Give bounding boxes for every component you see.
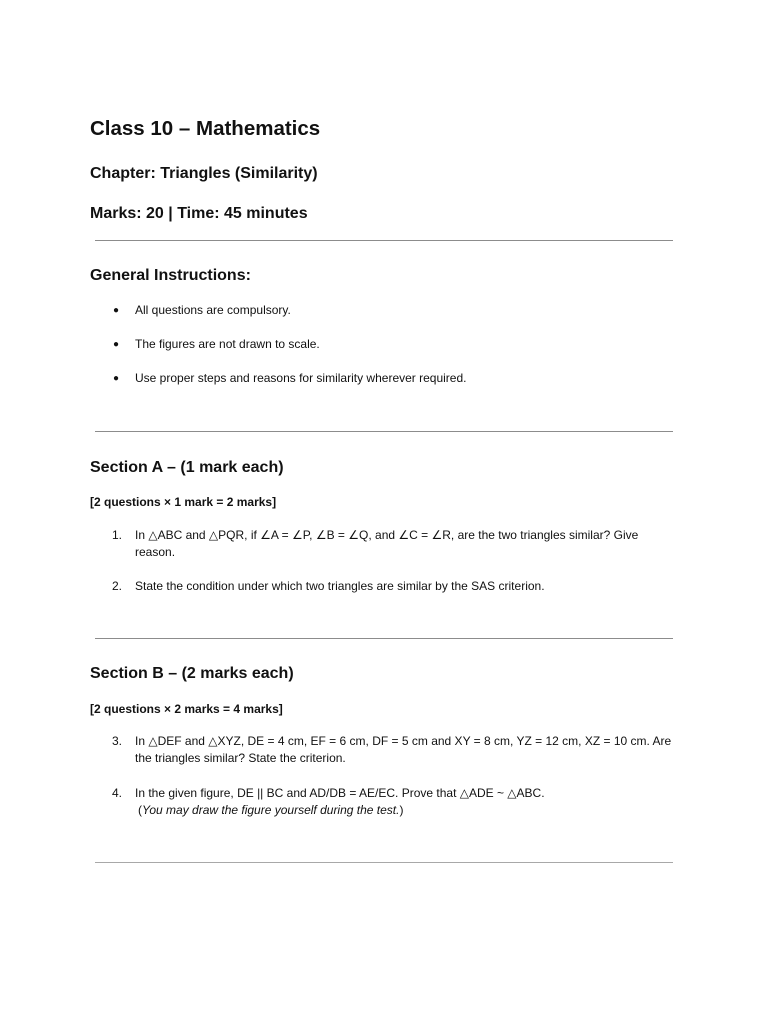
instruction-item [112,336,677,353]
question-item [112,527,677,561]
question-main-text: In the given figure, DE || BC and AD/DB = AE/EC. Prove that △ADE ~ △ABC. [135,786,545,800]
divider-2 [95,431,673,432]
section-a-marks-note: [2 questions × 1 mark = 2 marks] [90,495,277,509]
question-number: 1. [112,528,123,542]
bullet-icon: ● [113,339,120,350]
divider-1 [95,240,673,241]
instruction-text: All questions are compulsory. [135,303,291,317]
bullet-icon: ● [113,373,120,384]
question-item [112,785,677,819]
question-text [135,785,677,819]
marks-time-heading: Marks: 20 | Time: 45 minutes [90,205,308,222]
instruction-item [112,302,677,319]
page-title: Class 10 – Mathematics [90,117,321,140]
hint-text: You may draw the figure yourself during the test. [142,803,400,817]
instructions-heading: General Instructions: [90,267,251,284]
question-number: 2. [112,579,123,593]
hint-paren-open: ( [138,803,142,817]
question-item [112,733,677,767]
section-b-marks-note: [2 questions × 2 marks = 4 marks] [90,702,283,716]
chapter-heading: Chapter: Triangles (Similarity) [90,165,318,182]
instruction-text: The figures are not drawn to scale. [135,337,320,351]
divider-3 [95,638,673,639]
question-number: 3. [112,734,123,748]
section-b-heading: Section B – (2 marks each) [90,665,294,682]
question-hint [135,803,403,817]
section-a-heading: Section A – (1 mark each) [90,459,284,476]
question-item [112,578,677,595]
hint-paren-close: ) [399,803,404,817]
bullet-icon: ● [113,305,120,316]
question-text: In △ABC and △PQR, if ∠A = ∠P, ∠B = ∠Q, and ∠C = ∠R, are the two triangles similar? Give reason. [135,528,639,559]
instruction-item [112,370,677,387]
question-text: State the condition under which two triangles are similar by the SAS criterion. [135,579,545,593]
question-number: 4. [112,786,123,800]
question-text: In △DEF and △XYZ, DE = 4 cm, EF = 6 cm, DF = 5 cm and XY = 8 cm, YZ = 12 cm, XZ = 10 cm. Are the triangles similar? State the criterion. [135,734,672,765]
divider-4 [95,862,673,863]
instruction-text: Use proper steps and reasons for similarity wherever required. [135,371,467,385]
